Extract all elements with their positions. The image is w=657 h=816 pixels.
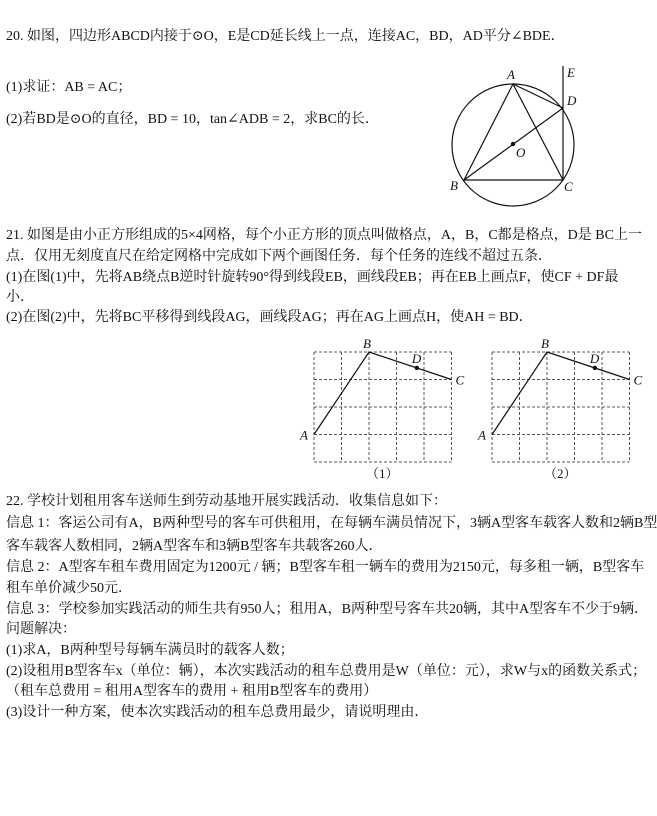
- q20-circle-figure: [0, 0, 657, 220]
- figure-1-label-d: D: [411, 350, 422, 366]
- figure-2-segments: [492, 352, 630, 435]
- label-e: E: [567, 65, 575, 80]
- q21-line-4: 小．: [6, 290, 34, 305]
- q22-line-10: （租车总费用 = 租用A型客车的费用 + 租用B型客车的费用）: [6, 684, 378, 699]
- q20-stem: 20. 如图，四边形ABCD内接于⊙O，E是CD延长线上一点，连接AC，BD，AD平分∠BDE．: [6, 29, 565, 44]
- q22-line-3: 客车载客人数相同，2辆A型客车和3辆B型客车共载客260人．: [6, 539, 383, 554]
- q21-line-5: (2)在图(2)中，先将BC平移得到线段AG，画线段AG；再在AG上画点H，使AH = BD．: [6, 310, 533, 325]
- q20-part2: (2)若BD是⊙O的直径，BD = 10，tan∠ADB = 2，求BC的长．: [6, 112, 379, 127]
- q22-line-1: 22. 学校计划租用客车送师生到劳动基地开展实践活动．收集信息如下：: [6, 494, 447, 509]
- figure-2-caption: （2）: [544, 466, 577, 481]
- label-b: B: [450, 178, 458, 193]
- figure-2-point-d: [593, 366, 597, 370]
- q21-grid-figures: [0, 330, 657, 490]
- label-d: D: [567, 93, 577, 108]
- figure-1-label-a: A: [300, 427, 308, 443]
- label-o: O: [516, 145, 526, 160]
- q22-line-5: 租车单价减少50元．: [6, 581, 132, 596]
- label-c: C: [564, 179, 573, 194]
- figure-1-label-b: B: [363, 336, 371, 351]
- q21-line-1: 21. 如图是由小正方形组成的5×4网格，每个小正方形的顶点叫做格点，A，B，C都是格点，D是 BC上一: [6, 228, 642, 243]
- label-a: A: [507, 67, 515, 82]
- figure-2-label-c: C: [633, 372, 643, 388]
- q22-line-8: (1)求A，B两种型号每辆车满员时的载客人数；: [6, 643, 294, 658]
- q22-line-6: 信息 3：学校参加实践活动的师生共有950人；租用A，B两种型号客车共20辆，其中A型客车不少于9辆．: [6, 602, 649, 617]
- q22-line-4: 信息 2：A型客车租车费用固定为1200元 / 辆；B型客车租一辆车的费用为2150元，每多租一辆，B型客车: [6, 560, 645, 575]
- figure-2-label-d: D: [589, 350, 600, 366]
- q22-line-9: (2)设租用B型客车x（单位：辆），本次实践活动的租车总费用是W（单位：元），求W与x的函数关系式；: [6, 664, 647, 679]
- q22-line-2: 信息 1：客运公司有A，B两种型号的客车可供租用，在每辆车满员情况下，3辆A型客车载客人数和2辆B型: [6, 516, 657, 531]
- figure-1-label-c: C: [455, 372, 465, 388]
- q21-line-2: 点．仅用无刻度直尺在给定网格中完成如下两个画图任务．每个任务的连线不超过五条．: [6, 249, 552, 264]
- q21-line-3: (1)在图(1)中，先将AB绕点B逆时针旋转90°得到线段EB，画线段EB；再在EB上画点F，使CF + DF最: [6, 270, 619, 285]
- figure-1-point-d: [415, 366, 419, 370]
- q22-line-11: (3)设计一种方案，使本次实践活动的租车总费用最少，请说明理由．: [6, 705, 429, 720]
- figure-1-segments: [314, 352, 452, 435]
- q20-part1: (1)求证：AB = AC；: [6, 80, 132, 95]
- figure-2-label-b: B: [541, 336, 549, 351]
- q22-line-7: 问题解决：: [6, 622, 76, 637]
- figure-2-label-a: A: [478, 427, 486, 443]
- figure-1-caption: （1）: [366, 466, 399, 481]
